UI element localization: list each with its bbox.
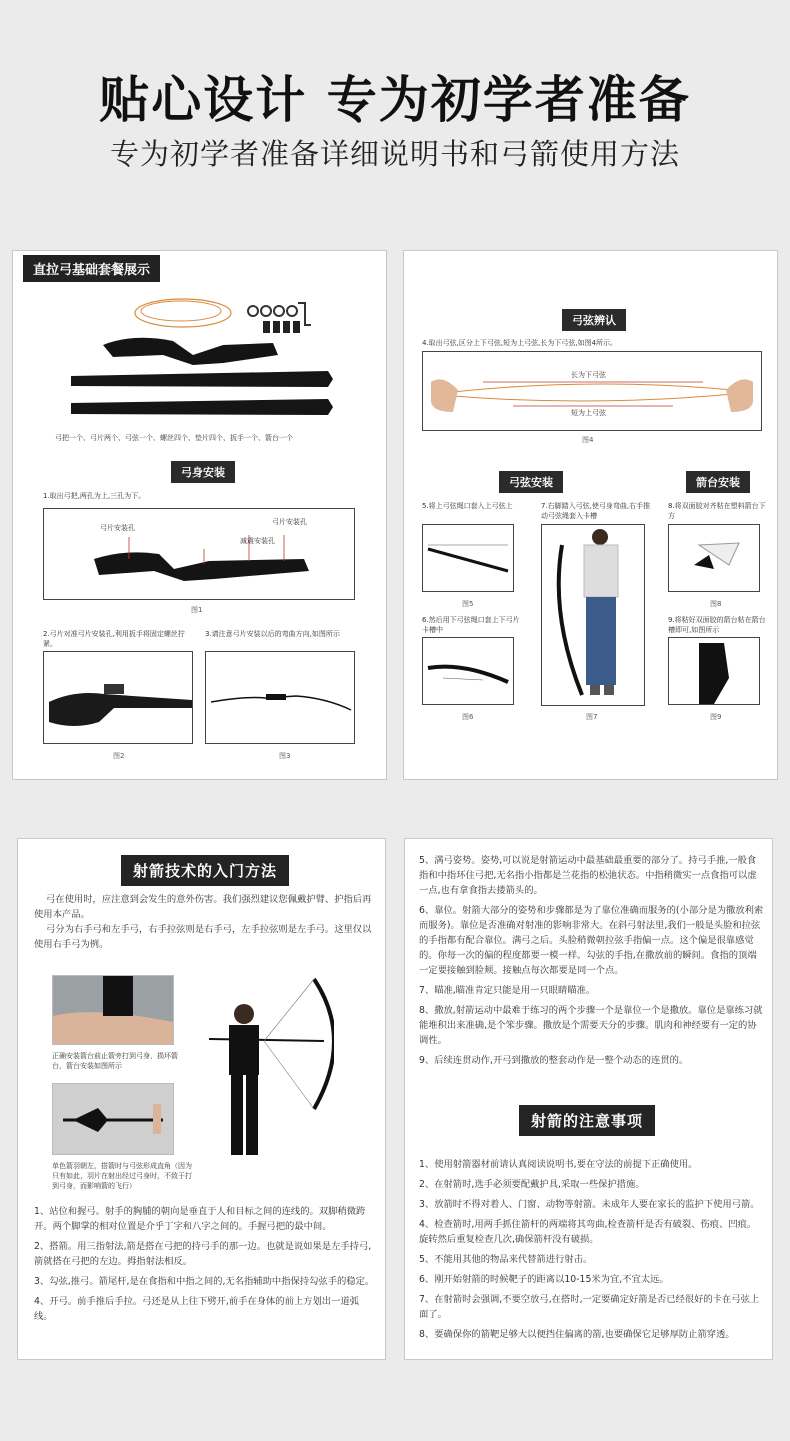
archer-photo	[204, 969, 334, 1189]
riser-diagram	[43, 508, 355, 600]
notice-item-4: 4、检查箭时,用两手抓住箭杆的两端将其弯曲,检查箭杆是否有破裂、伤痕、凹痕。旋转然后重复检查几次,确保箭杆没有破损。	[419, 1219, 757, 1245]
fig7-image	[541, 524, 645, 706]
arrow-rest-tag: 箭台安装	[686, 471, 750, 493]
long-string-label: 长为下弓弦	[571, 371, 606, 379]
page-header	[0, 0, 790, 240]
fig7-caption: 图7	[586, 713, 598, 721]
screws-icon	[248, 306, 300, 333]
notice-item-3: 3、放箭时不得对着人、门窗、动物等射箭。未成年人要在家长的监护下使用弓箭。	[419, 1199, 760, 1210]
notice-item-7: 7、在射箭时会强调,不要空放弓,在搭时,一定要确定好箭是否已经很好的卡在弓弦上面了。	[419, 1294, 760, 1320]
riser-icon	[103, 338, 278, 365]
notice-item-2: 2、在射箭时,选手必须要配戴护具,采取一些保护措施。	[419, 1179, 645, 1190]
step5-text: 5.将上弓弦绳口套入上弓弦上	[422, 502, 513, 510]
damper-hole-label: 减震安装孔	[240, 537, 275, 545]
technique-steps-list	[34, 1204, 376, 1329]
intro-paragraph-1: 弓在使用时，应注意到会发生的意外伤害。我们强烈建议您佩戴护臂、护指后再使用本产品。	[34, 894, 372, 920]
fig5-caption: 图5	[462, 600, 474, 608]
fig1-caption: 图1	[191, 606, 203, 614]
notice-item-8: 8、要确保你的箭靶足够大以便挡住偏离的箭,也要确保它足够厚防止箭穿透。	[419, 1329, 735, 1340]
technique-step-8: 8、撒放,射箭运动中最难于练习的两个步骤一个是靠位一个是撒放。靠位是靠练习就能堆积出来准确,是个笨步骤。撒放是个需要天分的步骤。肌肉和神经要有一定的协调性。	[419, 1005, 763, 1046]
step7-text: 7.右脚踏入弓弦,使弓身弯曲,右手推动弓弦绳套入卡槽	[541, 502, 651, 520]
fig3-image	[205, 651, 355, 744]
bowstring-coil-icon	[135, 299, 231, 327]
notice-tag: 射箭的注意事项	[519, 1105, 655, 1136]
fig3-caption: 图3	[279, 752, 291, 760]
technique-step-9: 9、后续连贯动作,开弓到撒放的整套动作是一整个动态的连贯的。	[419, 1055, 689, 1066]
technique-step-1: 1、站位和握弓。射手的胸脯的朝向是垂直于人和目标之间的连线的。双脚稍微跨开。两个脚掌的相对位置是介乎丁字和八字之间的。手握弓把的最中间。	[34, 1206, 366, 1232]
notice-item-5: 5、不能用其他的物品来代替箭进行射击。	[419, 1254, 593, 1265]
step3-text: 3.请注意弓片安装以后的弯曲方向,如图所示	[205, 630, 340, 638]
fig5-image	[422, 524, 514, 592]
step4-text: 4.取出弓弦,区分上下弓弦,短为上弓弦,长为下弓弦,如图4所示。	[422, 339, 618, 347]
notice-item-6: 6、刚开始射箭的时候靶子的距离以10-15米为宜,不宜太远。	[419, 1274, 669, 1285]
string-install-tag: 弓弦安装	[499, 471, 563, 493]
fig6-image	[422, 637, 514, 705]
photo2-caption: 单色箭羽朝左，搭箭时与弓弦形成直角（因为只有如此，羽片在射出经过弓身时，不致于打到弓身，而影响箭的飞行）	[52, 1162, 192, 1190]
arrow-rest-photo	[52, 975, 174, 1045]
step1-text: 1.取出弓把,两孔为上,三孔为下。	[43, 492, 146, 500]
kit-parts-image	[53, 283, 353, 458]
kit-tag: 直拉弓基础套餐展示	[23, 255, 160, 282]
sub-title: 专为初学者准备详细说明书和弓箭使用方法	[109, 137, 680, 171]
fig9-caption: 图9	[710, 713, 722, 721]
fig2-image	[43, 651, 193, 744]
technique-steps-continued	[419, 853, 765, 1073]
fig9-image	[668, 637, 760, 705]
limb-bottom-icon	[71, 399, 333, 415]
technique-step-3: 3、勾弦,推弓。箭尾杆,是在食指和中指之间的,无名指辅助中指保持勾弦手的稳定。	[34, 1276, 375, 1287]
panel-kit-display	[12, 250, 387, 780]
limb-top-icon	[71, 371, 333, 387]
technique-step-4: 4、开弓。前手推后手拉。弓还是从上往下劈开,前手在身体的前上方划出一道弧线。	[34, 1296, 359, 1322]
fig4-image	[422, 351, 762, 431]
step9-text: 9.将粘好双面胶的箭台粘在箭台槽即可,如图所示	[668, 616, 766, 634]
step8-text: 8.将双面胶对齐粘在塑料箭台下方	[668, 502, 766, 520]
fig8-image	[668, 524, 760, 592]
photo1-caption: 正确安装箭台前止箭旁打到弓身，损坏箭台，箭台安装如图所示	[52, 1052, 178, 1070]
intro-paragraph-2: 弓分为右手弓和左手弓，右手拉弦则是右手弓，左手拉弦则是左手弓。这里仅以使用右手弓为例。	[34, 924, 372, 950]
notice-item-1: 1、使用射箭器材前请认真阅读说明书,要在守法的前提下正确使用。	[419, 1159, 698, 1170]
limb-hole-label-right: 弓片安装孔	[272, 518, 307, 526]
notice-list	[419, 1157, 765, 1347]
fig8-caption: 图8	[710, 600, 722, 608]
panel-technique-continued	[404, 838, 773, 1360]
parts-caption: 弓把一个、弓片两个、弓弦一个、螺丝四个、垫片四个、扳手一个、箭台一个	[55, 434, 293, 442]
technique-step-5: 5、满弓姿势。姿势,可以说是射箭运动中最基础最重要的部分了。持弓手推,一般食指和中指环住弓把,无名指小指都是兰花指的松弛状态。中指稍微实一点食指可以虚一点,也有拿食指去搂箭头的。	[419, 855, 757, 896]
step6-text: 6.然后用下弓弦绳口套上下弓片卡槽中	[422, 616, 520, 634]
technique-step-6: 6、靠位。射箭大部分的姿势和步骤都是为了靠位准确而服务的(小部分是为撒放利索而服务)。靠位是否准确对射准的影响非常大。在斜弓射法里,我们一般是头脸和拉弦的手指都有配合靠位。满弓之后。头脸稍微朝拉弦手指偏一点。这个偏是很靠感觉的。你每一次的偏的程度都要一模一样。勾弦的手指,在撒放前的瞬间。食指的顶端一定要接触到脸颊。接触点每次都要是同一个点。	[419, 905, 764, 976]
technique-tag: 射箭技术的入门方法	[121, 855, 289, 886]
main-title: 贴心设计 专为初学者准备	[99, 71, 691, 129]
limb-hole-label-left: 弓片安装孔	[100, 524, 135, 532]
install-tag: 弓身安装	[171, 461, 235, 483]
technique-step-7: 7、瞄准,瞄准肯定只能是用一只眼睛瞄准。	[419, 985, 596, 996]
panel-string-install	[403, 250, 778, 780]
step2-text: 2.弓片对准弓片安装孔,利用扳手将固定螺丝拧紧。	[43, 630, 185, 648]
short-string-label: 短为上弓弦	[571, 409, 606, 417]
technique-step-2: 2、搭箭。用三指射法,箭是搭在弓把的持弓手的那一边。也就是说如果是左手持弓,箭就搭在弓把的左边。拇指射法相反。	[34, 1241, 372, 1267]
fig6-caption: 图6	[462, 713, 474, 721]
string-identify-tag: 弓弦辨认	[562, 309, 626, 331]
fig4-caption: 图4	[582, 436, 594, 444]
fig2-caption: 图2	[113, 752, 125, 760]
panel-basic-technique	[17, 838, 386, 1360]
nock-photo	[52, 1083, 174, 1155]
